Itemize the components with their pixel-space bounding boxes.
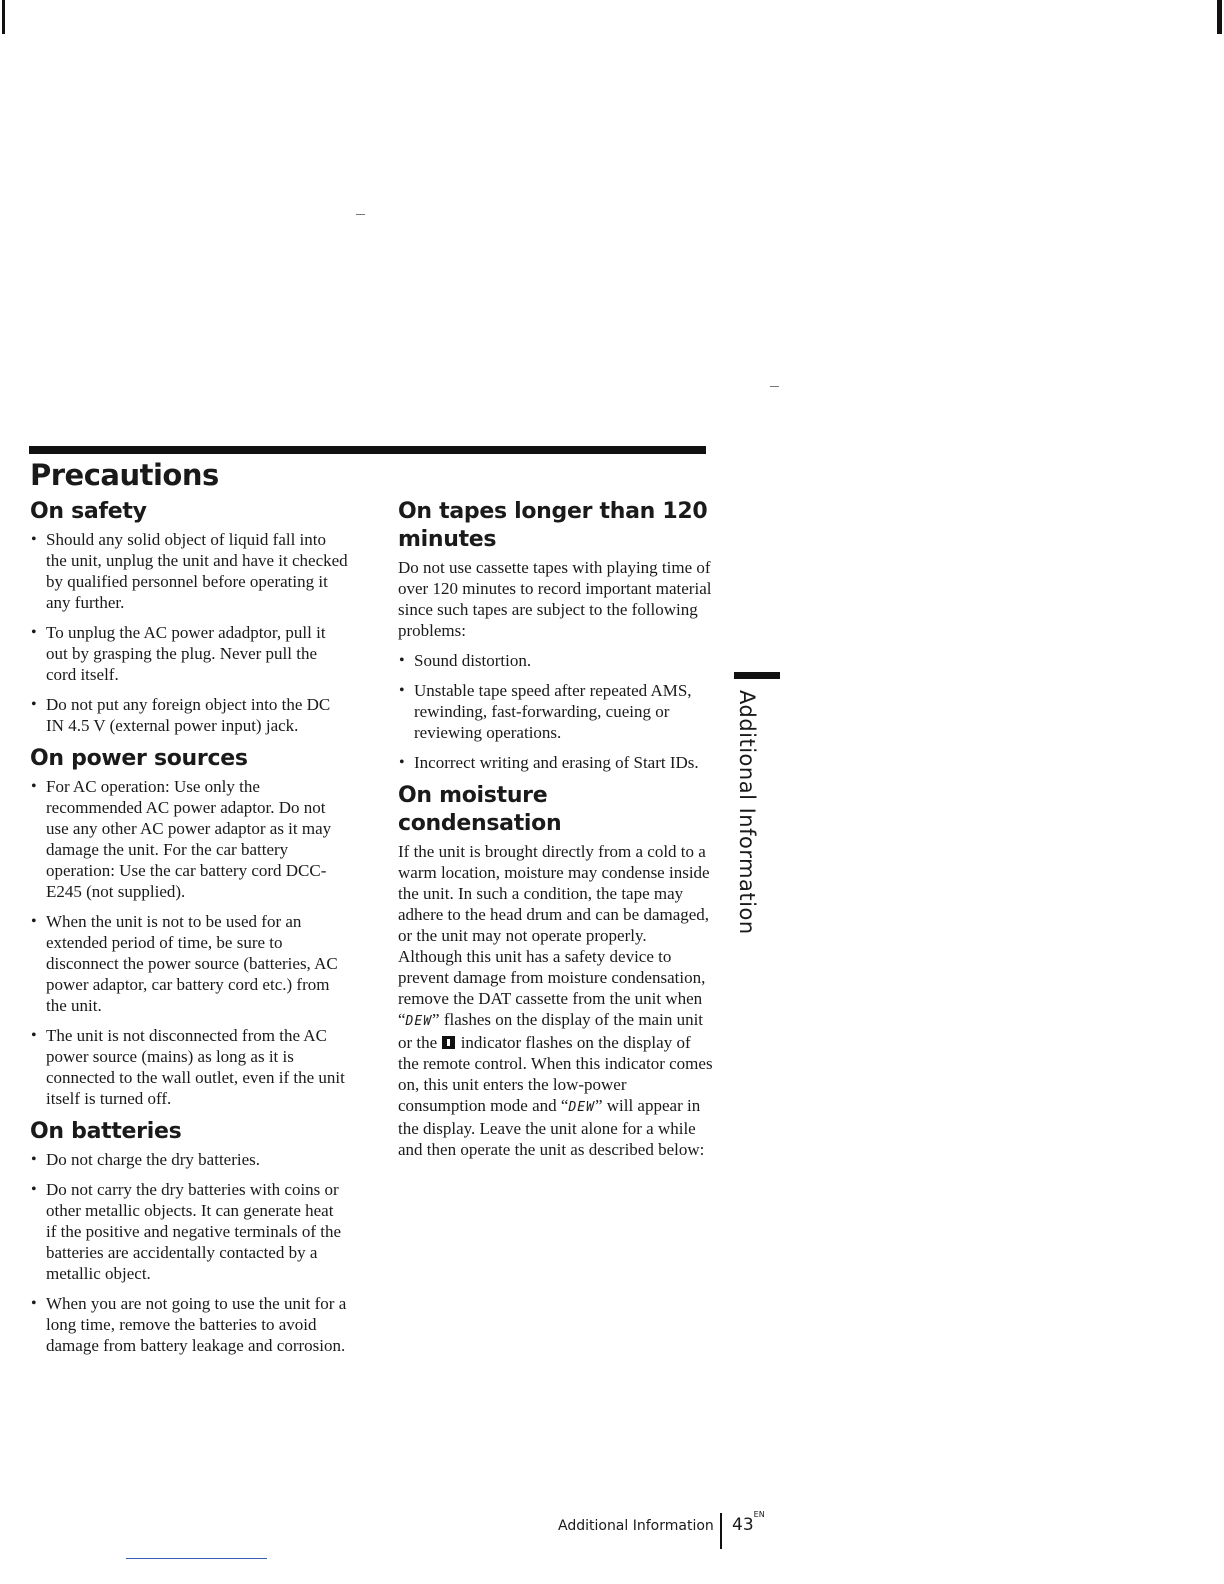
page-number [732,1510,765,1535]
section-heading: On moisture condensation [398,783,562,836]
batteries-list [30,1149,348,1356]
left-column [30,498,348,1365]
safety-list [30,529,348,736]
tapes-list [398,650,713,773]
list-item: • Do not charge the dry batteries. [30,1149,348,1170]
list-item: • To unplug the AC power adadptor, pull it out by grasping the plug. Never pull the cord itself. [30,622,348,685]
scan-speck [770,386,779,387]
page-suffix: EN [753,1510,765,1520]
list-item: • Sound distortion. [398,650,713,671]
page-title: Precautions [30,458,219,492]
section-on-batteries [30,1118,348,1356]
section-heading: On safety [30,499,147,524]
list-item: • Do not put any foreign object into the DC IN 4.5 V (external power input) jack. [30,694,348,736]
moisture-text: If the unit is brought directly from a cold to a warm location, moisture may condense inside the unit. In such a condition, the tape may adhere to the head drum and can be damaged, or the unit may not operate properly. Although this unit has a safety device to prevent damage from moisture condensation, remove the DAT cassette from the unit when “ [398,842,710,1029]
lcd-dew-indicator: DEW [405,1014,433,1029]
section-intro: Do not use cassette tapes with playing time of over 120 minutes to record important material since such tapes are subject to the following problems: [398,558,712,640]
moisture-indicator-icon [442,1036,455,1049]
list-item: • When you are not going to use the unit for a long time, remove the batteries to avoid damage from battery leakage and corrosion. [30,1293,348,1356]
page-number-value: 43 [732,1515,754,1535]
side-tab-bar [734,672,780,679]
crop-mark-right [1217,0,1222,34]
section-on-safety [30,498,348,736]
moisture-paragraph [398,841,713,1160]
bottom-rule [126,1558,267,1559]
crop-mark-left [2,0,5,34]
scan-speck [356,214,365,215]
list-item: • Unstable tape speed after repeated AMS, rewinding, fast-forwarding, cueing or reviewing operations. [398,680,713,743]
moisture-text: ” flashes on the display of the main unit or the [398,1010,704,1052]
power-list [30,776,348,1109]
section-on-moisture [398,782,713,1160]
side-tab-label: Additional Information [735,690,759,935]
list-item: • The unit is not disconnected from the AC power source (mains) as long as it is connected to the wall outlet, even if the unit itself is turned off. [30,1025,348,1109]
title-rule [29,446,706,454]
section-heading: On batteries [30,1119,182,1144]
list-item: • Should any solid object of liquid fall into the unit, unplug the unit and have it checked by qualified personnel before operating it any further. [30,529,348,613]
side-tab [733,690,759,935]
section-on-tapes [398,498,713,773]
section-heading: On power sources [30,746,248,771]
list-item: • For AC operation: Use only the recommended AC power adaptor. Do not use any other AC power adaptor as it may damage the unit. For the car battery operation: Use the car battery cord DCC-E245 (not supplied). [30,776,348,902]
right-column [398,498,713,1169]
list-item: • Do not carry the dry batteries with coins or other metallic objects. It can generate heat if the positive and negative terminals of the batteries are accidentally contacted by a metallic object. [30,1179,348,1284]
footer-divider [720,1513,722,1549]
moisture-text: ” will appear in the display. Leave the unit alone for a while and then operate the unit as described below: [398,1096,705,1159]
list-item: • Incorrect writing and erasing of Start IDs. [398,752,713,773]
list-item: • When the unit is not to be used for an extended period of time, be sure to disconnect the power source (batteries, AC power adaptor, car battery cord etc.) from the unit. [30,911,348,1016]
section-heading: On tapes longer than 120 minutes [398,499,708,552]
footer-section-name: Additional Information [558,1518,714,1534]
section-on-power-sources [30,745,348,1109]
moisture-text: indicator flashes on the display of the remote control. When this indicator comes on, this unit enters the low-power consumption mode and “ [398,1033,713,1115]
lcd-dew-indicator: DEW [568,1100,595,1115]
